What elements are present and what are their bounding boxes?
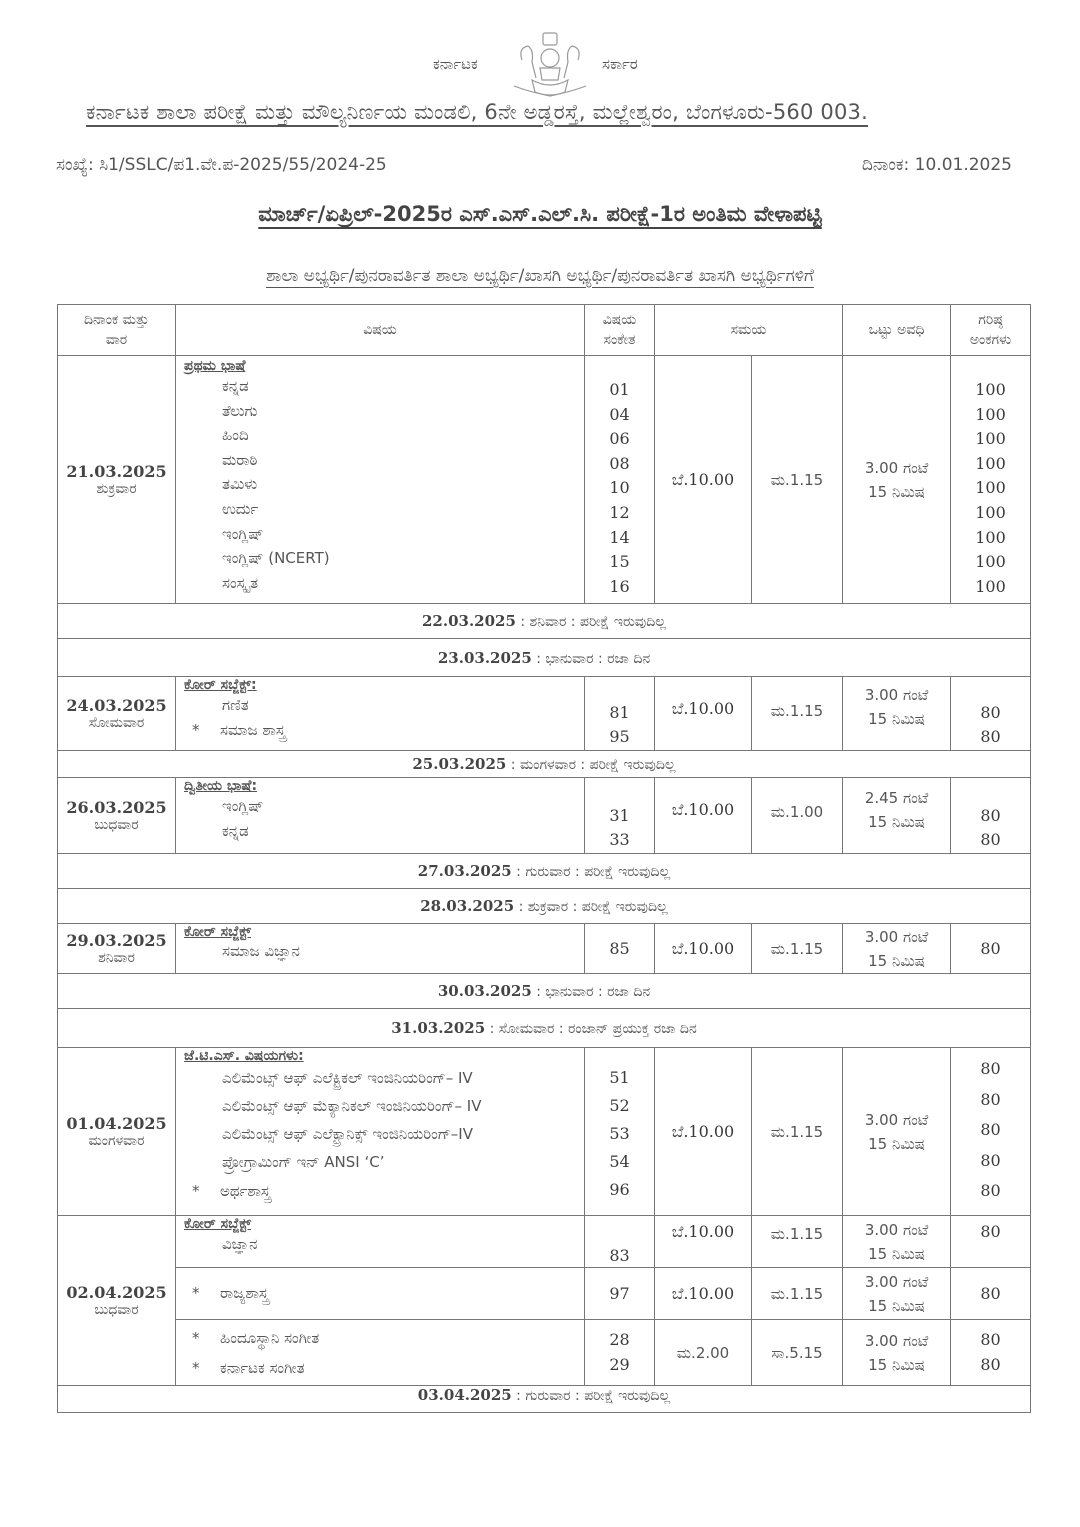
table-header-row <box>58 305 1031 356</box>
header-subject: ವಿಷಯ <box>176 305 585 356</box>
start-time: ಬೆ.10.00 <box>655 1268 752 1320</box>
subject-item: ಇಂಗ್ಲಿಷ್ <box>222 524 264 543</box>
max-marks: 100 <box>975 552 1006 572</box>
start-time: ಬೆ.10.00 <box>655 924 752 974</box>
page-title: ಮಾರ್ಚ್/ಏಪ್ರಿಲ್-2025ರ ಎಸ್.ಎಸ್.ಎಲ್.ಸಿ. ಪರೀಕ್ಷೆ-1ರ ಅಂತಿಮ ವೇಳಾಪಟ್ಟಿ <box>258 202 822 226</box>
subject-item: ತೆಲುಗು <box>222 401 258 420</box>
table-row <box>58 778 1031 854</box>
subject-item: ಸಂಸ್ಕೃತ <box>222 573 259 592</box>
duration-cell: 3.00 ಗಂಟೆ 15 ನಿಮಿಷ <box>843 924 951 974</box>
subject-cell: * ಹಿಂದೂಸ್ಥಾನಿ ಸಂಗೀತ * ಕರ್ನಾಟಕ ಸಂಗೀತ <box>176 1320 585 1386</box>
subject-code: 53 <box>609 1124 630 1143</box>
table-row <box>58 1320 1031 1386</box>
subject-cell: ಕೋರ್ ಸಬ್ಜೆಕ್ಟ್ ಸಮಾಜ ವಿಜ್ಞಾನ <box>176 924 585 974</box>
start-time: ಬೆ.10.00 <box>655 778 752 854</box>
table-row <box>58 1048 1031 1216</box>
end-time: ಮ.1.15 <box>752 677 843 751</box>
marks-cell <box>951 356 1031 604</box>
duration-cell: 3.00 ಗಂಟೆ 15 ನಿಮಿಷ <box>843 1320 951 1386</box>
header-max-marks: ಗರಿಷ್ಠ ಅಂಕಗಳು <box>951 305 1031 356</box>
subject-code: 08 <box>609 453 630 473</box>
notice-row: 27.03.2025 : ಗುರುವಾರ : ಪರೀಕ್ಷೆ ಇರುವುದಿಲ್ಲ <box>58 854 1031 889</box>
state-emblem-icon <box>510 30 590 100</box>
marks-cell: 80 <box>951 1268 1031 1320</box>
code-cell <box>585 356 655 604</box>
marks-cell <box>951 1048 1031 1216</box>
end-time: ಮ.1.15 <box>752 1048 843 1216</box>
duration-cell: 3.00 ಗಂಟೆ 15 ನಿಮಿಷ <box>843 356 951 604</box>
table-row <box>58 1268 1031 1320</box>
code-cell: 97 <box>585 1268 655 1320</box>
subject-code: 12 <box>609 502 630 522</box>
exam-date-cell: 02.04.2025 ಬುಧವಾರ <box>58 1216 176 1386</box>
header-date-day: ದಿನಾಂಕ ಮತ್ತು ವಾರ <box>58 305 176 356</box>
max-marks: 80 <box>980 1089 1001 1109</box>
duration-cell: 3.00 ಗಂಟೆ 15 ನಿಮಿಷ <box>843 677 951 751</box>
max-marks: 80 <box>980 1150 1001 1170</box>
start-time: ಬೆ.10.00 <box>655 1216 752 1268</box>
subject-code: 10 <box>609 478 630 498</box>
max-marks: 100 <box>975 576 1006 596</box>
government-label-left: ಕರ್ನಾಟಕ <box>433 55 478 73</box>
subject-cell: * ರಾಜ್ಯಶಾಸ್ತ್ರ <box>176 1268 585 1320</box>
duration-cell: 3.00 ಗಂಟೆ 15 ನಿಮಿಷ <box>843 1268 951 1320</box>
end-time: ಮ.1.15 <box>752 924 843 974</box>
end-time: ಮ.1.00 <box>752 778 843 854</box>
start-time: ಮ.2.00 <box>655 1320 752 1386</box>
notice-row: 28.03.2025 : ಶುಕ್ರವಾರ : ಪರೀಕ್ಷೆ ಇರುವುದಿಲ್ಲ <box>58 889 1031 924</box>
exam-date-cell: 21.03.2025 ಶುಕ್ರವಾರ <box>58 356 176 604</box>
exam-date-cell: 26.03.2025 ಬುಧವಾರ <box>58 778 176 854</box>
table-row <box>58 924 1031 974</box>
end-time: ಸಾ.5.15 <box>752 1320 843 1386</box>
end-time: ಮ.1.15 <box>752 1268 843 1320</box>
max-marks: 100 <box>975 453 1006 473</box>
max-marks: 100 <box>975 527 1006 547</box>
table-row <box>58 356 1031 604</box>
duration-cell: 3.00 ಗಂಟೆ 15 ನಿಮಿಷ <box>843 1048 951 1216</box>
max-marks: 100 <box>975 478 1006 498</box>
subject-item: ಮರಾಠಿ <box>222 450 258 469</box>
subject-cell: ಜೆ.ಟಿ.ಎಸ್. ವಿಷಯಗಳು: ಎಲಿಮೆಂಟ್ಸ್ ಆಫ್ ಎಲೆಕ್ಟ್ರಿಕಲ್ ಇಂಜಿನಿಯರಿಂಗ್– IV ಎಲಿಮೆಂಟ್ಸ್ ಆಫ್ ಮೆಕ್ಯಾನಿಕಲ್ ಇಂಜಿನಿಯರಿಂಗ್– IV ಎಲಿಮೆಂಟ್ಸ್ ಆಫ್ ಎಲೆಕ್ಟ್ರಾನಿಕ್ಸ್ ಇಂಜಿನಿಯರಿಂಗ್–IV ಪ್ರೋಗ್ರಾಮಿಂಗ್ ಇನ್ ANSI ‘C’ * ಅರ್ಥಶಾಸ್ತ್ರ <box>176 1048 585 1216</box>
subject-code: 15 <box>609 552 630 572</box>
start-time: ಬೆ.10.00 <box>655 1048 752 1216</box>
notice-row: 22.03.2025 : ಶನಿವಾರ : ಪರೀಕ್ಷೆ ಇರುವುದಿಲ್ಲ <box>58 604 1031 639</box>
page-subtitle: ಶಾಲಾ ಅಭ್ಯರ್ಥಿ/ಪುನರಾವರ್ತಿತ ಶಾಲಾ ಅಭ್ಯರ್ಥಿ/ಖಾಸಗಿ ಅಭ್ಯರ್ಥಿ/ಪುನರಾವರ್ತಿತ ಖಾಸಗಿ ಅಭ್ಯರ್ಥಿಗಳಿಗೆ <box>266 266 814 286</box>
exam-date-cell: 01.04.2025 ಮಂಗಳವಾರ <box>58 1048 176 1216</box>
header-time: ಸಮಯ <box>655 305 843 356</box>
notice-row: 23.03.2025 : ಭಾನುವಾರ : ರಜಾ ದಿನ <box>58 639 1031 677</box>
notice-row: 25.03.2025 : ಮಂಗಳವಾರ : ಪರೀಕ್ಷೆ ಇರುವುದಿಲ್ಲ <box>58 751 1031 778</box>
notice-row: 30.03.2025 : ಭಾನುವಾರ : ರಜಾ ದಿನ <box>58 974 1031 1009</box>
notice-row: 31.03.2025 : ಸೋಮವಾರ : ರಂಜಾನ್ ಪ್ರಯುಕ್ತ ರಜಾ ದಿನ <box>58 1009 1031 1048</box>
subject-code: 16 <box>609 576 630 596</box>
subject-cell: ದ್ವಿತೀಯ ಭಾಷೆ: ಇಂಗ್ಲಿಷ್ ಕನ್ನಡ <box>176 778 585 854</box>
subject-cell <box>176 356 585 604</box>
end-time: ಮ.1.15 <box>752 356 843 604</box>
start-time: ಬೆ.10.00 <box>655 677 752 751</box>
max-marks: 80 <box>980 1059 1001 1078</box>
subject-cell: ಕೋರ್ ಸಬ್ಜೆಕ್ಟ್: ಗಣಿತ * ಸಮಾಜ ಶಾಸ್ತ್ರ <box>176 677 585 751</box>
subject-item: ಹಿಂದಿ <box>222 426 249 445</box>
max-marks: 100 <box>975 502 1006 522</box>
subject-code: 06 <box>609 429 630 449</box>
header-duration: ಒಟ್ಟು ಅವಧಿ <box>843 305 951 356</box>
subject-cell: ಕೋರ್ ಸಬ್ಜೆಕ್ಟ್ ವಿಜ್ಞಾನ <box>176 1216 585 1268</box>
subject-code: 51 <box>609 1068 630 1087</box>
subject-code: 52 <box>609 1096 630 1115</box>
marks-cell: 80 <box>951 924 1031 974</box>
subject-code: 96 <box>609 1180 630 1199</box>
marks-cell: 80 80 <box>951 677 1031 751</box>
subject-item: ಕನ್ನಡ <box>222 377 249 395</box>
max-marks: 100 <box>975 380 1006 399</box>
code-cell: 81 95 <box>585 677 655 751</box>
max-marks: 80 <box>980 1120 1001 1140</box>
government-label-right: ಸರ್ಕಾರ <box>602 55 638 73</box>
table-row <box>58 677 1031 751</box>
max-marks: 80 <box>980 1181 1001 1201</box>
exam-date-cell: 24.03.2025 ಸೋಮವಾರ <box>58 677 176 751</box>
marks-cell: 80 80 <box>951 778 1031 854</box>
subject-item: ಉರ್ದು <box>222 499 259 518</box>
subject-item: ತಮಿಳು <box>222 475 258 494</box>
duration-cell: 3.00 ಗಂಟೆ 15 ನಿಮಿಷ <box>843 1216 951 1268</box>
table-row <box>58 1216 1031 1268</box>
organization-address: ಕರ್ನಾಟಕ ಶಾಲಾ ಪರೀಕ್ಷೆ ಮತ್ತು ಮೌಲ್ಯನಿರ್ಣಯ ಮಂಡಲಿ, 6ನೇ ಅಡ್ಡರಸ್ತೆ, ಮಲ್ಲೇಶ್ವರಂ, ಬೆಂಗಳೂರು-560 003. <box>86 100 868 124</box>
subject-group-label: ಪ್ರಥಮ ಭಾಷೆ <box>184 358 246 374</box>
exam-timetable <box>57 304 1031 1413</box>
subject-code: 14 <box>609 527 630 547</box>
header-subject-code: ವಿಷಯ ಸಂಕೇತ <box>585 305 655 356</box>
max-marks: 100 <box>975 404 1006 424</box>
start-time: ಬೆ.10.00 <box>655 356 752 604</box>
code-cell: 28 29 <box>585 1320 655 1386</box>
subject-code: 54 <box>609 1152 630 1171</box>
marks-cell: 80 80 <box>951 1320 1031 1386</box>
subject-code: 01 <box>609 380 630 399</box>
code-cell <box>585 1048 655 1216</box>
max-marks: 100 <box>975 429 1006 449</box>
exam-date-cell: 29.03.2025 ಶನಿವಾರ <box>58 924 176 974</box>
notice-row: 03.04.2025 : ಗುರುವಾರ : ಪರೀಕ್ಷೆ ಇರುವುದಿಲ್ಲ <box>58 1386 1031 1413</box>
end-time: ಮ.1.15 <box>752 1216 843 1268</box>
code-cell: 31 33 <box>585 778 655 854</box>
code-cell: 85 <box>585 924 655 974</box>
subject-code: 04 <box>609 404 630 424</box>
reference-number: ಸಂಖ್ಯೆ: ಸಿ1/SSLC/ಪ1.ವೇ.ಪ-2025/55/2024-25 <box>56 155 387 175</box>
marks-cell: 80 <box>951 1216 1031 1268</box>
document-date: ದಿನಾಂಕ: 10.01.2025 <box>861 155 1012 175</box>
duration-cell: 2.45 ಗಂಟೆ 15 ನಿಮಿಷ <box>843 778 951 854</box>
subject-item: ಇಂಗ್ಲಿಷ್ (NCERT) <box>222 549 330 568</box>
code-cell: 83 <box>585 1216 655 1268</box>
